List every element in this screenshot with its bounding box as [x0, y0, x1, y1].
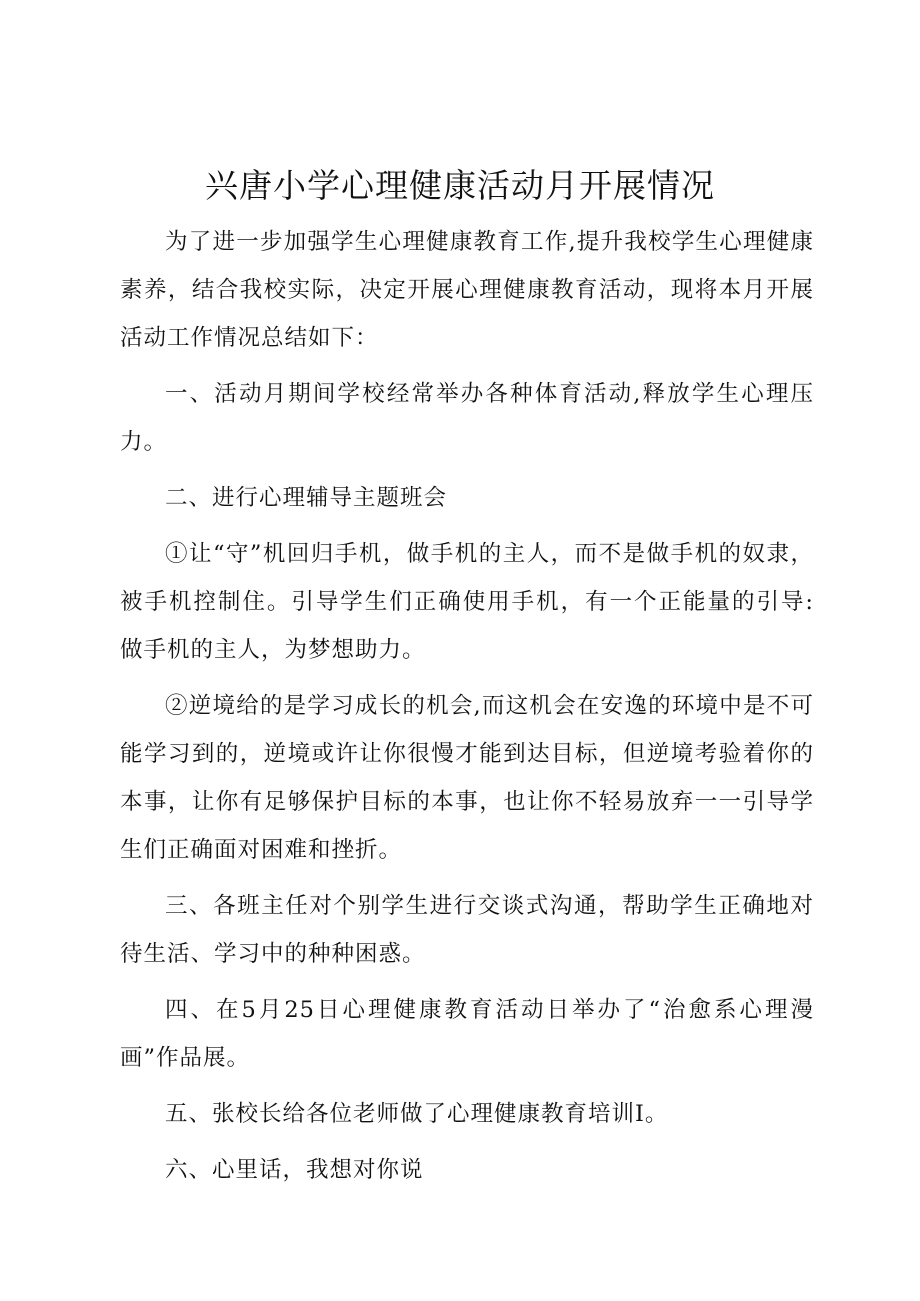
paragraph-item-2: 二、进行心理辅导主题班会 [165, 485, 448, 511]
paragraph-item-5: 五、张校长给各位老师做了心理健康教育培训I。 [165, 1101, 669, 1127]
document-title: 兴唐小学心理健康活动月开展情况 [205, 166, 715, 205]
paragraph-subitem-1: ①让“守”机回归手机，做手机的主人，而不是做手机的奴隶，被手机控制住。引导学生们正确使用手机，有一个正能量的引导: 做手机的主人，为梦想助力。 [120, 541, 814, 663]
paragraph-intro: 为了进一步加强学生心理健康教育工作,提升我校学生心理健康素养，结合我校实际，决定开展心理健康教育活动，现将本月开展活动工作情况总结如下： [120, 229, 814, 351]
paragraph-item-1: 一、活动月期间学校经常举办各种体育活动,释放学生心理压力。 [120, 381, 814, 455]
paragraph-item-3: 三、各班主任对个别学生进行交谈式沟通，帮助学生正确地对待生活、学习中的种种困惑。 [120, 893, 814, 967]
paragraph-item-6: 六、心里话，我想对你说 [165, 1157, 424, 1183]
document-body [120, 218, 814, 1202]
paragraph-subitem-2: ②逆境给的是学习成长的机会,而这机会在安逸的环境中是不可能学习到的，逆境或许让你很慢才能到达目标，但逆境考验着你的本事，让你有足够保护目标的本事，也让你不轻易放弃一一引导学生们正确面对困难和挫折。 [120, 693, 814, 863]
paragraph-item-4: 四、在5月25日心理健康教育活动日举办了“治愈系心理漫画”作品展。 [120, 997, 814, 1071]
